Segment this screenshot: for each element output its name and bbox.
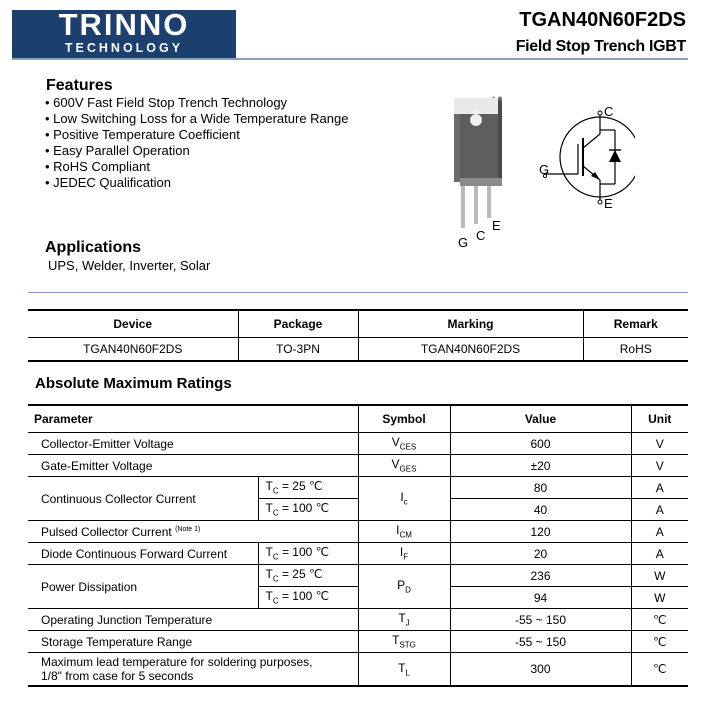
table-row	[28, 609, 688, 631]
col-header-symbol: Symbol	[358, 405, 450, 433]
col-header-unit: Unit	[631, 405, 688, 433]
feature-item: • Easy Parallel Operation	[45, 143, 190, 158]
table-row	[28, 565, 688, 587]
col-header-parameter: Parameter	[28, 405, 358, 433]
package-cell: TO-3PN	[238, 338, 358, 362]
pin-label-c: C	[476, 228, 486, 243]
value-cell: -55 ~ 150	[450, 609, 631, 631]
symbol-cell: $P_D$	[358, 565, 450, 609]
table-row	[28, 433, 688, 455]
symbol-pin-g: G	[539, 162, 550, 177]
applications-text: UPS, Welder, Inverter, Solar	[48, 258, 211, 273]
symbol-cell: $I_F$	[358, 543, 450, 565]
device-cell: TGAN40N60F2DS	[28, 338, 238, 362]
value-cell: 300	[450, 653, 631, 687]
col-header-marking: Marking	[358, 310, 583, 338]
header-divider	[12, 58, 688, 60]
note-reference: (Note 1)	[175, 525, 201, 533]
unit-cell: W	[631, 565, 688, 587]
ratings-heading: Absolute Maximum Ratings	[35, 375, 232, 392]
to3pn-package-icon	[440, 90, 520, 255]
parameter-cell: Continuous Collector Current	[28, 477, 258, 521]
value-cell: 236	[450, 565, 631, 587]
pin-label-g: G	[458, 235, 469, 250]
remark-cell: RoHS	[583, 338, 688, 362]
applications-heading: Applications	[45, 239, 142, 256]
trinno-logo	[12, 7, 236, 58]
feature-item: • 600V Fast Field Stop Trench Technology	[45, 95, 288, 110]
symbol-cell: $I_{CM}$	[358, 521, 450, 543]
value-cell: 120	[450, 521, 631, 543]
section-divider	[28, 292, 688, 293]
value-cell: -55 ~ 150	[450, 631, 631, 653]
value-cell: 40	[450, 499, 631, 521]
table-row	[28, 455, 688, 477]
absolute-max-ratings-table	[28, 404, 688, 687]
parameter-cell: Maximum lead temperature for soldering purposes, 1/8" from case for 5 seconds	[28, 653, 358, 687]
pin-label-e: E	[492, 218, 501, 233]
igbt-symbol-icon	[535, 100, 635, 215]
parameter-cell: Gate-Emitter Voltage	[28, 455, 358, 477]
features-heading: Features	[46, 77, 113, 94]
value-cell: ±20	[450, 455, 631, 477]
unit-cell: ℃	[631, 631, 688, 653]
unit-cell: A	[631, 499, 688, 521]
condition-cell: $T_C = 25$ ℃	[258, 565, 358, 587]
unit-cell: V	[631, 455, 688, 477]
part-number: TGAN40N60F2DS	[519, 9, 686, 31]
condition-cell: $T_C = 25$ ℃	[258, 477, 358, 499]
condition-cell: $T_C = 100$ ℃	[258, 587, 358, 609]
col-header-package: Package	[238, 310, 358, 338]
table-row	[28, 653, 688, 687]
feature-item: • JEDEC Qualification	[45, 175, 171, 190]
logo-tagline: TECHNOLOGY	[64, 41, 184, 55]
col-header-device: Device	[28, 310, 238, 338]
table-row	[28, 543, 688, 565]
unit-cell: A	[631, 477, 688, 499]
parameter-cell: Storage Temperature Range	[28, 631, 358, 653]
condition-cell: $T_C = 100$ ℃	[258, 499, 358, 521]
condition-cell: $T_C = 100$ ℃	[258, 543, 358, 565]
parameter-cell: Collector-Emitter Voltage	[28, 433, 358, 455]
symbol-cell: $I_c$	[358, 477, 450, 521]
features-list	[45, 95, 348, 191]
unit-cell: ℃	[631, 653, 688, 687]
feature-item: • RoHS Compliant	[45, 159, 150, 174]
unit-cell: ℃	[631, 609, 688, 631]
unit-cell: W	[631, 587, 688, 609]
logo-wordmark: TRINNO	[58, 7, 190, 42]
parameter-cell: Operating Junction Temperature	[28, 609, 358, 631]
table-row	[28, 631, 688, 653]
document-subtitle: Field Stop Trench IGBT	[515, 38, 686, 55]
parameter-cell: Pulsed Collector Current $^{(Note 1)}$	[28, 521, 358, 543]
symbol-cell: $V_{GES}$	[358, 455, 450, 477]
symbol-pin-c: C	[604, 104, 614, 119]
symbol-cell: $T_J$	[358, 609, 450, 631]
symbol-cell: $V_{CES}$	[358, 433, 450, 455]
unit-cell: V	[631, 433, 688, 455]
parameter-cell: Power Dissipation	[28, 565, 258, 609]
unit-cell: A	[631, 543, 688, 565]
symbol-pin-e: E	[604, 196, 613, 211]
table-row	[28, 521, 688, 543]
col-header-value: Value	[450, 405, 631, 433]
value-cell: 600	[450, 433, 631, 455]
symbol-cell: $T_L$	[358, 653, 450, 687]
table-row	[28, 338, 688, 362]
symbol-cell: $T_{STG}$	[358, 631, 450, 653]
parameter-cell: Diode Continuous Forward Current	[28, 543, 258, 565]
device-info-table	[28, 309, 688, 362]
feature-item: • Positive Temperature Coefficient	[45, 127, 240, 142]
value-cell: 94	[450, 587, 631, 609]
col-header-remark: Remark	[583, 310, 688, 338]
unit-cell: A	[631, 521, 688, 543]
feature-item: • Low Switching Loss for a Wide Temperature Range	[45, 111, 349, 126]
table-row	[28, 477, 688, 499]
value-cell: 20	[450, 543, 631, 565]
value-cell: 80	[450, 477, 631, 499]
marking-cell: TGAN40N60F2DS	[358, 338, 583, 362]
